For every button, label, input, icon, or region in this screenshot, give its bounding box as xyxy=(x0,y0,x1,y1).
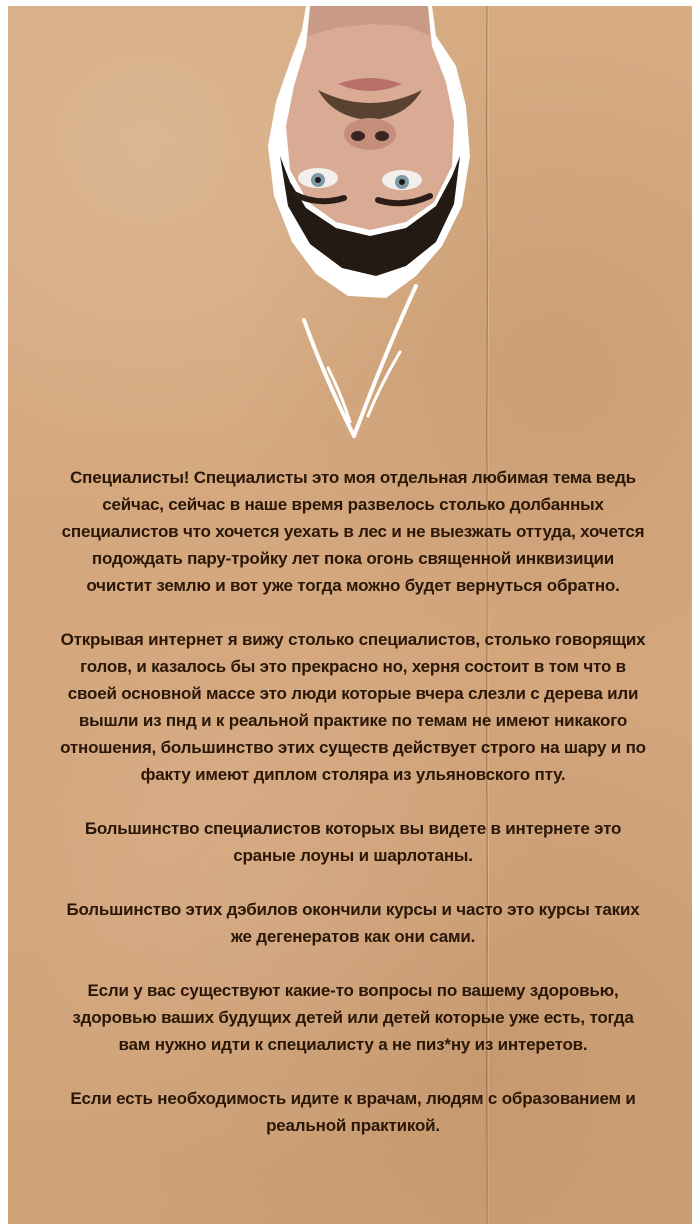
paragraph-2: Открывая интернет я вижу столько специалистов, столько говорящих голов, и казалось бы это прекрасно но, херня состоит в том что в своей основной массе это люди которые вчера слезли с дерева или вышли из пнд и к реальной практике по темам не имеют никакого отношения, большинство этих существ действует строго на шару и по факту имеют диплом столяра из ульяновского пту. xyxy=(60,630,646,784)
paragraph-1: Специалисты! Специалисты это моя отдельная любимая тема ведь сейчас, сейчас в наше время развелось столько долбанных специалистов что хочется уехать в лес и не выезжать оттуда, хочется подождать пару-тройку лет пока огонь священной инквизиции очистит землю и вот уже тогда можно будет вернуться обратно. xyxy=(61,468,645,595)
kraft-paper-background xyxy=(8,6,692,1224)
paragraph-3: Большинство специалистов которых вы видете в интернете это сраные лоуны и шарлотаны. xyxy=(84,819,622,865)
paragraph-6: Если есть необходимость идите к врачам, людям с образованием и реальной практикой. xyxy=(70,1089,636,1135)
paragraph-4: Большинство этих дэбилов окончили курсы и часто это курсы таких же дегенератов как они сами. xyxy=(66,900,640,946)
hand-drawn-arrow-down-icon xyxy=(288,276,448,446)
upside-down-face-cutout-icon xyxy=(266,6,472,306)
article-text xyxy=(58,464,648,1139)
paragraph-5: Если у вас существуют какие-то вопросы по вашему здоровью, здоровью ваших будущих детей или детей которые уже есть, тогда вам нужно идти к специалисту а не пиз*ну из интеретов. xyxy=(72,981,634,1054)
